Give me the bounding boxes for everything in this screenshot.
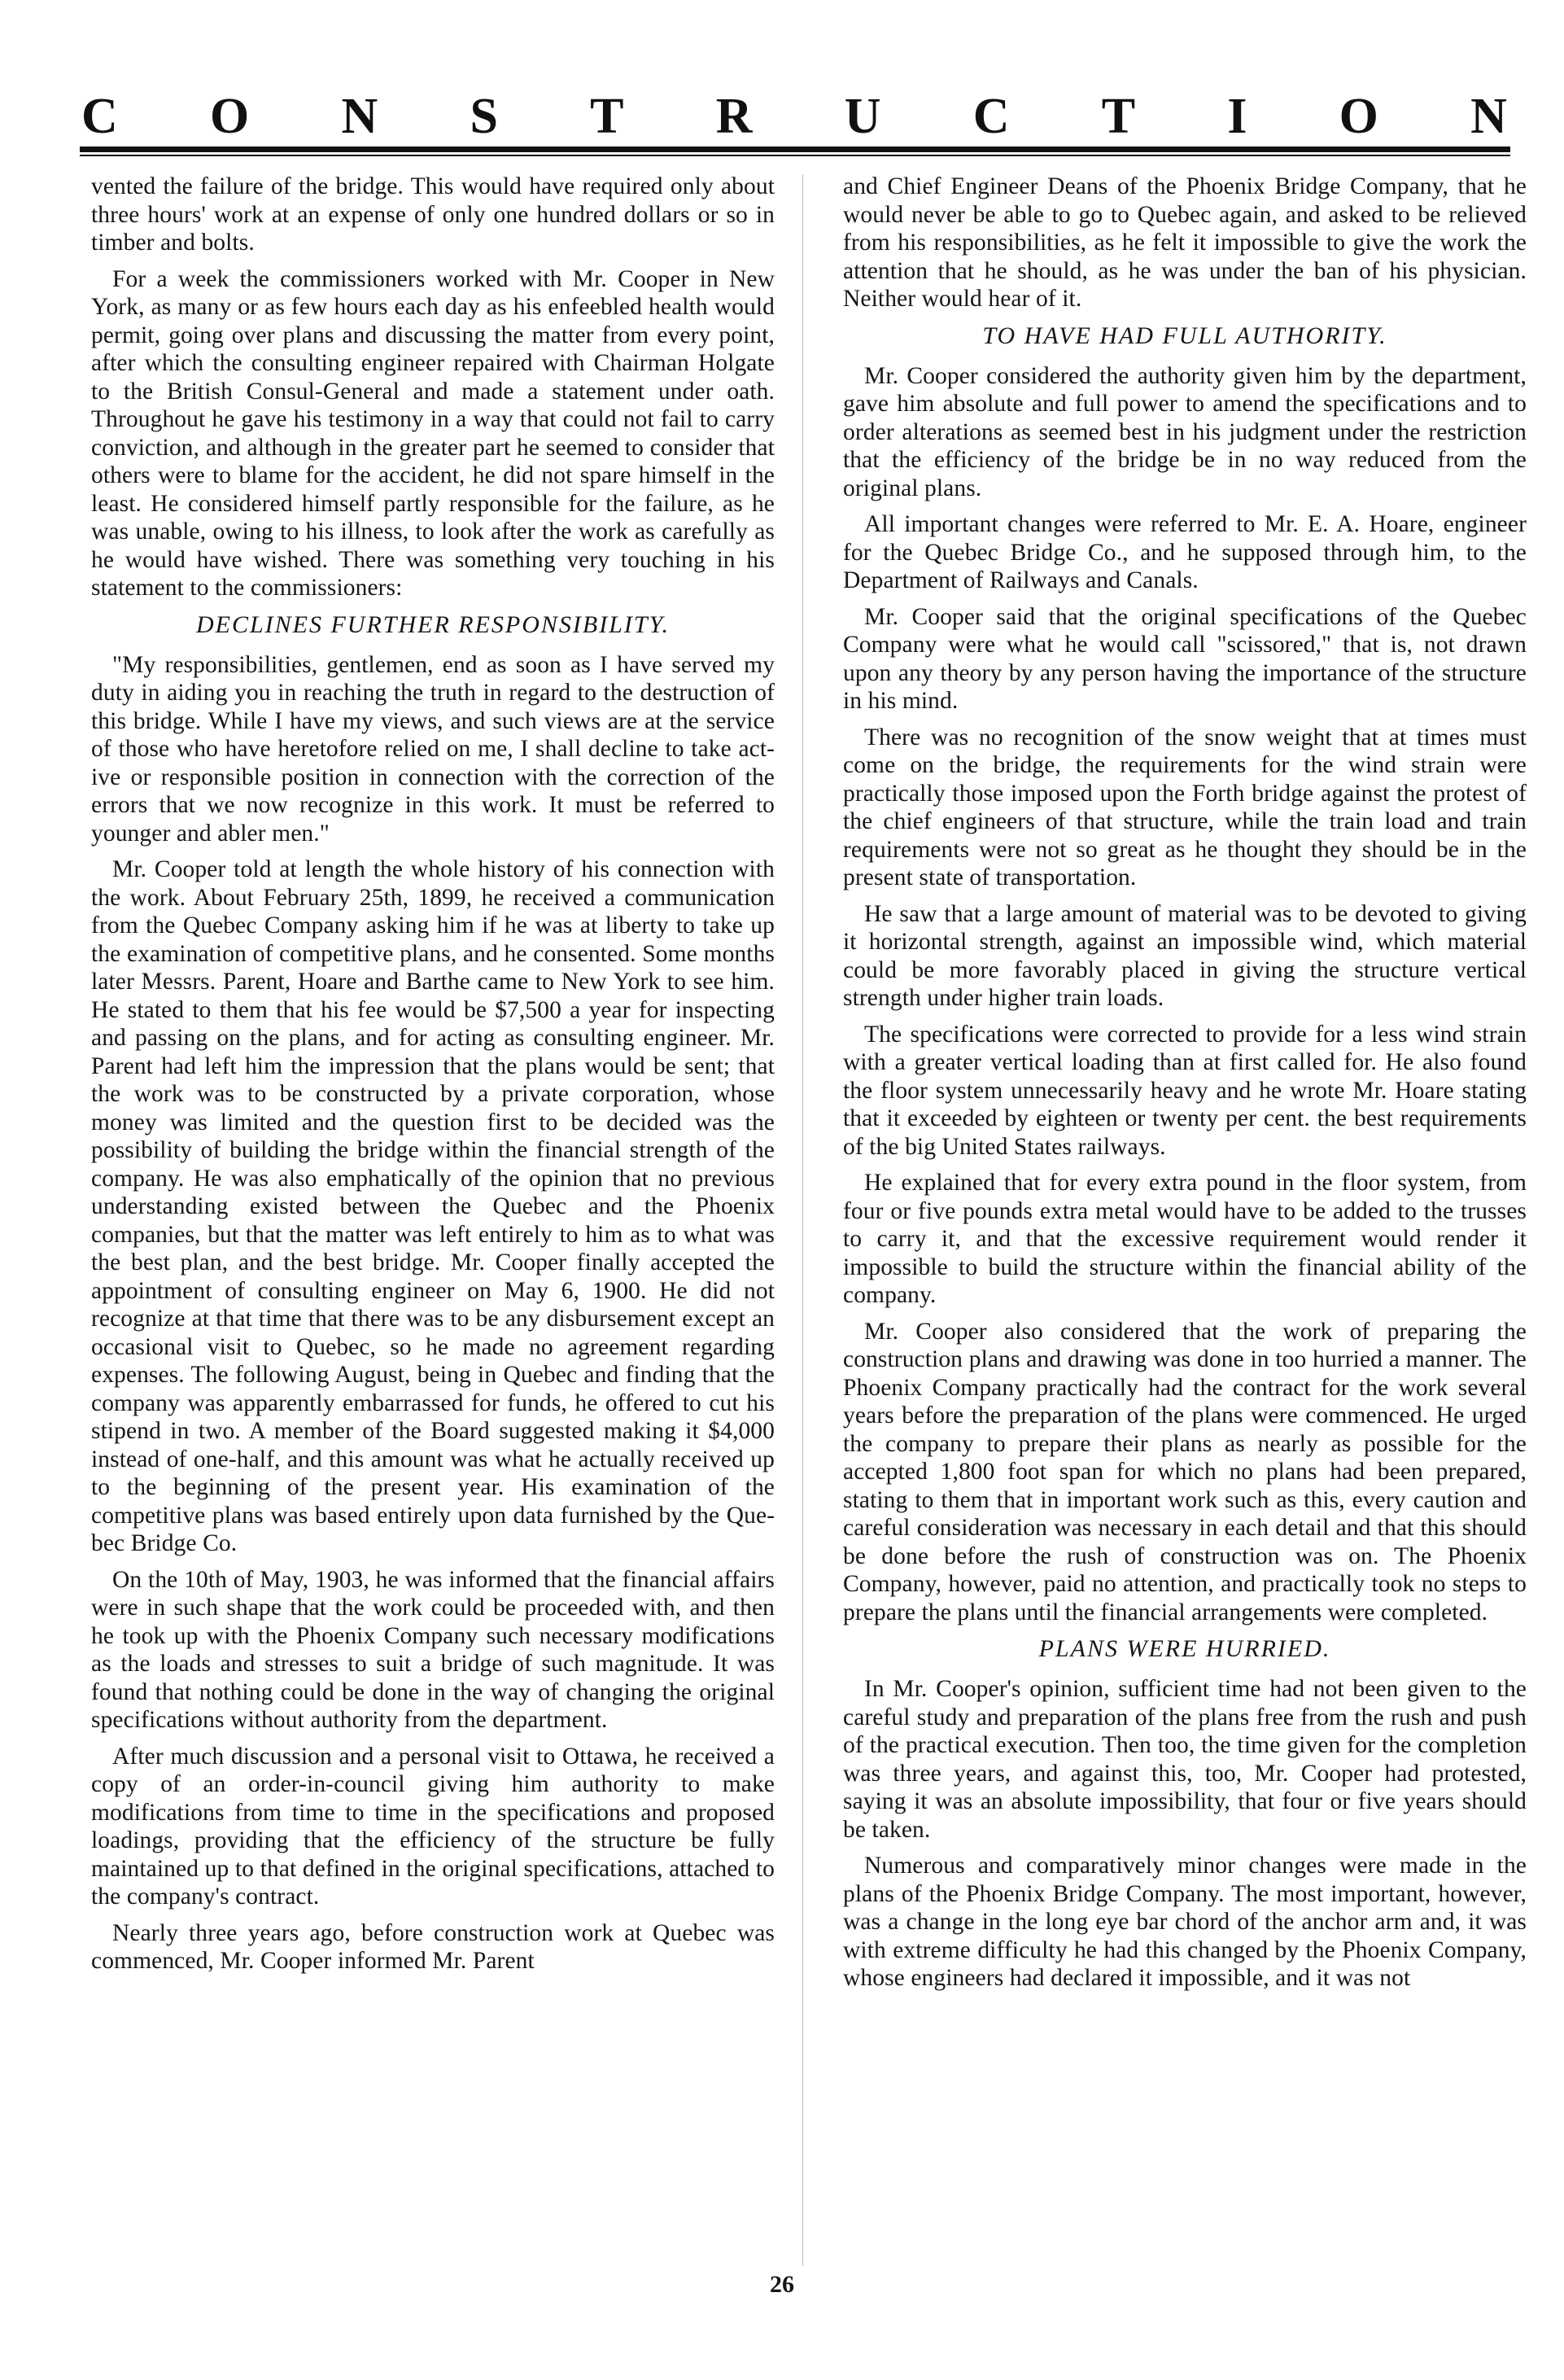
paragraph: For a week the commissioners worked with Mr. Cooper in New York, as many or as few hours each day as his enfeebled health would permit, going over plans and discussing the matter from every point, after which the consulting engineer repaired with Chairman Holgate to the British Consul-General and made a statement under oath. Throughout he gave his testimony in a way that could not fail to carry conviction, and although in the greater part he seemed to consider that others were to blame for the accident, he did not spare himself in the least. He considered himself partly responsible for the failure, as he was unable, owing to his illness, to look after the work as carefully as he would have wished. There was something very touching in his statement to the commissioners:: [91, 265, 775, 601]
masthead-construction: [81, 88, 1507, 145]
paragraph: vented the failure of the bridge. This would have required only about three hours' work at an expense of only one hundred dollars or so in timber and bolts.: [91, 173, 775, 256]
paragraph: "My responsibilities, gentlemen, end as soon as I have served my duty in aiding you in reaching the truth in regard to the destruction of this bridge. While I have my views, and such views are at the service of those who have heretofore relied on me, I shall decline to take active or responsible position in connection with the correction of the errors that we now recognize in this work. It must be referred to younger and abler men.": [91, 651, 775, 847]
paragraph: Numerous and comparatively minor changes were made in the plans of the Phoenix Bridge Company. The most important, however, was a change in the long eye bar chord of the anchor arm and, it was with extreme difficulty he had this changed by the Phoenix Company, whose engineers had declared it impossible, and it was not: [843, 1853, 1527, 1991]
right-column: [843, 173, 1527, 2256]
paragraph: After much discussion and a personal visit to Ottawa, he received a copy of an order-in-council giving him authority to make modifications from time to time in the specifications and proposed loadings, providing that the efficiency of the structure be fully maintained up to that defined in the original specifications, attached to the company's contract.: [91, 1743, 775, 1910]
paragraph: Mr. Cooper considered the authority given him by the department, gave him absolute and full power to amend the specifications and to order alterations as seemed best in his judgment under the restriction that the efficiency of the bridge be in no way reduced from the original plans.: [843, 362, 1527, 501]
paragraph: He saw that a large amount of material was to be devoted to giving it horizontal strength, against an impossible wind, which material could be more favorably placed in giving the structure vertical strength under higher train loads.: [843, 900, 1527, 1011]
paragraph: Mr. Cooper told at length the whole history of his connection with the work. About February 25th, 1899, he received a communication from the Quebec Company asking him if he was at liberty to take up the examination of competitive plans, and he consented. Some months later Messrs. Parent, Hoare and Barthe came to New York to see him. He stated to them that his fee would be $7,500 a year for inspecting and passing on the plans, and for acting as consulting engineer. Mr. Parent had left him the impression that the plans would be sent; that the work was to be constructed by a private corporation, whose money was limited and the question first to be decided was the possibility of building the bridge within the financial strength of the company. He was also emphatically of the opinion that no previous understanding existed between the Quebec and the Phoenix companies, but that the matter was left entirely to him as to what was the best plan, and the best bridge. Mr. Cooper finally accepted the appointment of consulting engineer on May 6, 1900. He did not recognize at that time that there was to be any disbursement except an occasional visit to Quebec, so he made no agreement regarding expenses. The following August, being in Quebec and finding that the company was apparently embarrassed for funds, he offered to cut his stipend in two. A member of the Board suggested making it $4,000 instead of one-half, and this amount was what he actually received up to the beginning of the present year. His examination of the competitive plans was based entirely upon data furnished by the Quebec Bridge Co.: [91, 856, 775, 1556]
masthead-letter: S: [470, 89, 498, 144]
paragraph: Nearly three years ago, before construction work at Quebec was commenced, Mr. Cooper informed Mr. Parent: [91, 1919, 775, 1974]
masthead-letter: T: [590, 89, 624, 144]
masthead-letter: N: [1470, 89, 1507, 144]
masthead-letter: N: [341, 89, 378, 144]
paragraph: All important changes were referred to Mr. E. A. Hoare, engineer for the Quebec Bridge Co., and he supposed through him, to the Department of Railways and Canals.: [843, 511, 1527, 593]
paragraph: On the 10th of May, 1903, he was informed that the financial affairs were in such shape that the work could be proceeded with, and then he took up with the Phoenix Company such necessary modifications as the loads and stresses to suit a bridge of such magnitude. It was found that nothing could be done in the way of changing the original specifications without authority from the department.: [91, 1566, 775, 1733]
section-heading-declines: DECLINES FURTHER RESPONSIBILITY.: [195, 610, 671, 638]
page-number: 26: [770, 2271, 794, 2298]
section-heading-full-authority: TO HAVE HAD FULL AUTHORITY.: [982, 322, 1387, 349]
paragraph: Mr. Cooper said that the original specifications of the Quebec Company were what he would call "scissored," that is, not drawn upon any theory by any person having the importance of the structure in his mind.: [843, 603, 1527, 714]
paragraph: The specifications were corrected to provide for a less wind strain with a greater vertical loading than at first called for. He also found the floor system unnecessarily heavy and he wrote Mr. Hoare stating that it exceeded by eighteen or twenty per cent. the best requirements of the big United States railways.: [843, 1021, 1527, 1160]
column-divider: [802, 174, 803, 2266]
masthead-letter: O: [210, 89, 250, 144]
masthead-letter: I: [1227, 89, 1247, 144]
masthead-letter: C: [972, 89, 1010, 144]
masthead-letter: O: [1339, 89, 1378, 144]
paragraph: In Mr. Cooper's opinion, sufficient time had not been given to the careful study and preparation of the plans free from the rush and push of the practical execution. Then too, the time given for the completion was three years, and against this, too, Mr. Cooper had protested, saying it was an absolute impossibility, that four or five years should be taken.: [843, 1676, 1527, 1843]
masthead-rule-thin: [80, 155, 1510, 156]
paragraph: and Chief Engineer Deans of the Phoenix Bridge Company, that he would never be able to go to Quebec again, and asked to be relieved from his responsibilities, as he felt it impossible to give the work the attention that he should, as he was under the ban of his physician. Neither would hear of it.: [843, 173, 1527, 312]
paragraph: There was no recognition of the snow weight that at times must come on the bridge, the requirements for the wind strain were practically those imposed upon the Forth bridge against the protest of the chief engineers of that structure, while the train load and train requirements were not so great as he thought they should be in the present state of transportation.: [843, 724, 1527, 890]
masthead-rule-thick: [80, 147, 1510, 152]
paragraph: Mr. Cooper also considered that the work of preparing the construction plans and drawing was done in too hurried a manner. The Phoenix Company practically had the contract for the work several years before the preparation of the plans were commenced. He urged the company to prepare their plans as nearly as possible for the accepted 1,800 foot span for which no plans had been prepared, stating to them that in important work such as this, every caution and careful consideration was necessary in each detail and that this should be done before the rush of construction was on. The Phoenix Company, however, paid no attention, and practically took no steps to prepare the plans until the financial arrangements were completed.: [843, 1318, 1527, 1625]
paragraph: He explained that for every extra pound in the floor system, from four or five pounds extra metal would have to be added to the trusses to carry it, and that the excessive requirement would render it impossible to build the structure within the financial ability of the company.: [843, 1170, 1527, 1308]
masthead-letter: C: [81, 89, 118, 144]
masthead-letter: T: [1101, 89, 1136, 144]
section-heading-plans-hurried: PLANS WERE HURRIED.: [1038, 1635, 1331, 1662]
masthead-letter: U: [844, 89, 881, 144]
left-column: [91, 173, 775, 2256]
masthead-letter: R: [715, 89, 753, 144]
